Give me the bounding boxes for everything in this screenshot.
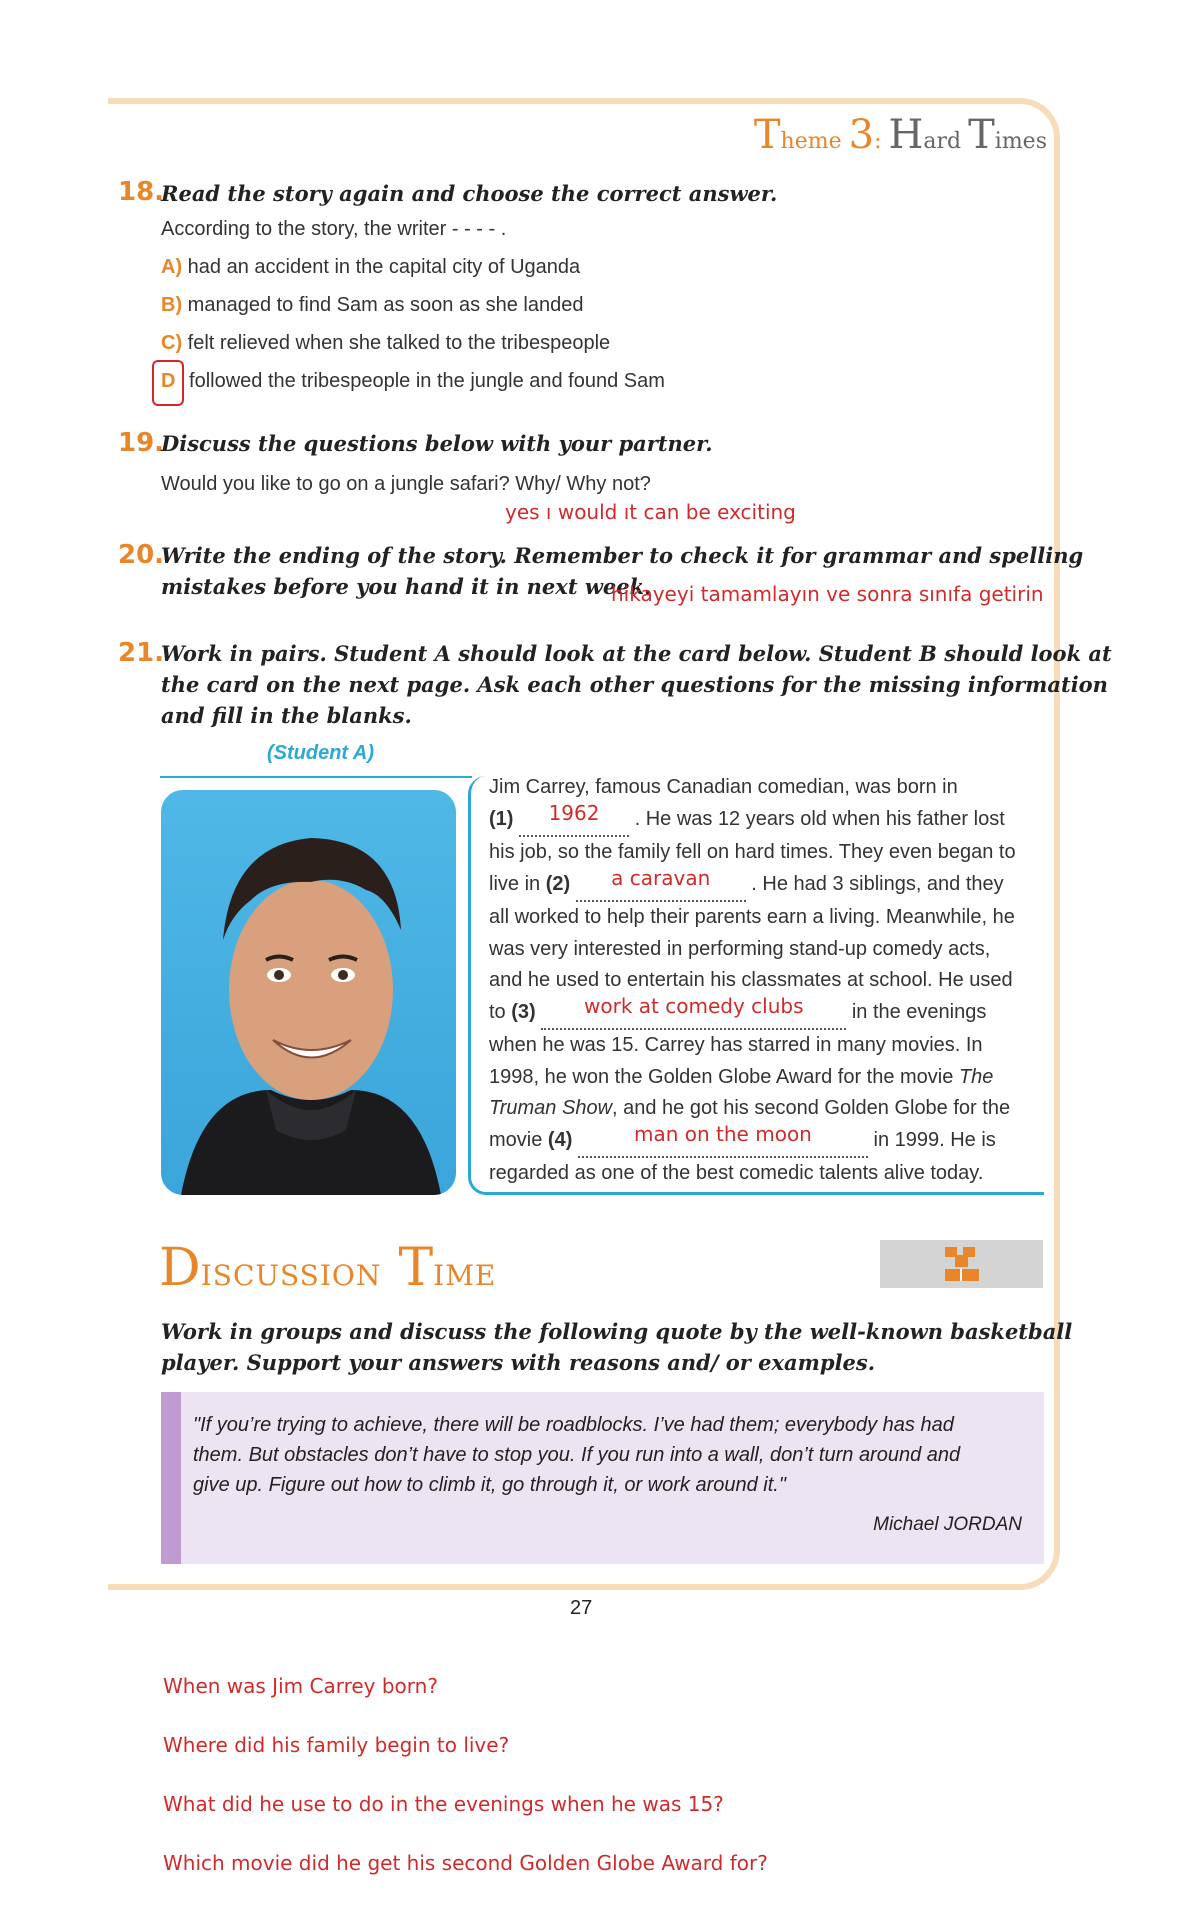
handwritten-question-3: What did he use to do in the evenings when he was 15? xyxy=(163,1792,724,1816)
bio-line xyxy=(489,865,1051,903)
theme-header xyxy=(754,112,1047,158)
discussion-heading xyxy=(159,1238,496,1298)
quote-line: them. But obstacles don’t have to stop you. If you run into a wall, don’t turn around and xyxy=(193,1444,961,1466)
q19-number: 19. xyxy=(118,428,165,458)
blank-3-answer: work at comedy clubs xyxy=(584,993,804,1018)
blank-number: (4) xyxy=(547,1128,573,1151)
q18-option-d[interactable] xyxy=(161,370,665,393)
bio-line xyxy=(489,1062,1051,1094)
q20-handwritten-note: hikayeyi tamamlayın ve sonra sınıfa getirin xyxy=(611,582,1044,606)
bio-line: Jim Carrey, famous Canadian comedian, was born in xyxy=(489,776,958,798)
q18-option-a[interactable] xyxy=(161,256,580,279)
q20-title-line2: mistakes before you hand it in next week. xyxy=(161,574,652,599)
q20-title-line1: Write the ending of the story. Remember to check it for grammar and spelling xyxy=(161,543,1084,568)
quote-box xyxy=(161,1392,1044,1564)
bio-line: his job, so the family fell on hard times. They even began to xyxy=(489,841,1016,863)
bio-line xyxy=(489,800,1051,838)
option-letter: C) xyxy=(161,332,183,354)
q19-title: Discuss the questions below with your partner. xyxy=(161,431,713,456)
bio-text-span: to xyxy=(489,1000,506,1023)
q20-number: 20. xyxy=(118,540,165,570)
blank-1[interactable] xyxy=(519,800,629,838)
q19-question: Would you like to go on a jungle safari? Why/ Why not? xyxy=(161,473,651,495)
option-text: followed the tribespeople in the jungle and found Sam xyxy=(189,370,665,392)
discussion-d-rest: ISCUSSION xyxy=(200,1259,382,1292)
bio-italic: The xyxy=(958,1065,994,1088)
times-rest: imes xyxy=(994,129,1047,154)
handwritten-question-4: Which movie did he get his second Golden Globe Award for? xyxy=(163,1851,768,1875)
bio-line: regarded as one of the best comedic talents alive today. xyxy=(489,1162,984,1184)
hard-rest: ard xyxy=(923,129,962,154)
q21-title-line2: the card on the next page. Ask each other questions for the missing information xyxy=(161,672,1108,697)
theme-cap: T xyxy=(753,112,781,158)
bio-line: was very interested in performing stand-up comedy acts, xyxy=(489,937,991,960)
option-letter: D xyxy=(161,370,176,392)
bio-text-span: . He was 12 years old when his father lost xyxy=(634,807,1005,830)
option-letter: B) xyxy=(161,294,183,316)
bio-line: all worked to help their parents earn a living. Meanwhile, he xyxy=(489,906,1015,928)
student-a-label: (Student A) xyxy=(267,742,375,764)
group-icon xyxy=(942,1245,982,1283)
discussion-instruction-line1: Work in groups and discuss the following quote by the well-known basketball xyxy=(161,1319,1073,1344)
option-text: managed to find Sam as soon as she landed xyxy=(187,294,584,316)
q18-option-b[interactable] xyxy=(161,294,584,317)
times-cap: T xyxy=(968,112,995,158)
option-text: had an accident in the capital city of Uganda xyxy=(187,256,581,278)
bio-text-span: , and he got his second Golden Globe for the xyxy=(612,1097,1011,1119)
answer-circle-mark xyxy=(152,360,184,406)
quote-author: Michael JORDAN xyxy=(873,1514,1022,1535)
blank-4-answer: man on the moon xyxy=(634,1121,812,1146)
bio-line: when he was 15. Carrey has starred in many movies. In xyxy=(489,1034,983,1056)
blank-2-answer: a caravan xyxy=(611,865,711,890)
page-number: 27 xyxy=(570,1597,593,1619)
bio-text-span: 1998, he won the Golden Globe Award for the movie xyxy=(489,1065,954,1088)
blank-number: (1) xyxy=(489,807,514,830)
card-divider xyxy=(160,776,472,778)
bio-text-span: . He had 3 siblings, and they xyxy=(751,872,1004,895)
quote-bar xyxy=(161,1392,181,1564)
blank-4[interactable] xyxy=(578,1121,868,1159)
discussion-t-rest: IME xyxy=(433,1259,497,1292)
discussion-t-cap: T xyxy=(398,1238,434,1298)
quote-line: "If you’re trying to achieve, there will be roadblocks. I’ve had them; everybody has had xyxy=(193,1414,954,1436)
bio-text-span: live in xyxy=(489,872,541,895)
quote-text xyxy=(193,1410,1023,1500)
q21-title-line3: and fill in the blanks. xyxy=(161,703,412,728)
discussion-icon-box xyxy=(880,1240,1043,1288)
handwritten-question-1: When was Jim Carrey born? xyxy=(163,1674,438,1698)
q18-number: 18. xyxy=(118,177,165,207)
q18-title: Read the story again and choose the correct answer. xyxy=(161,181,778,206)
handwritten-question-2: Where did his family begin to live? xyxy=(163,1733,510,1757)
discussion-d-cap: D xyxy=(159,1238,201,1298)
discussion-instruction-line2: player. Support your answers with reasons and/ or examples. xyxy=(161,1350,876,1375)
bio-text-span: in 1999. He is xyxy=(873,1128,996,1151)
theme-colon: : xyxy=(874,129,882,154)
bio-text-span: in the evenings xyxy=(851,1000,987,1023)
bio-line: and he used to entertain his classmates at school. He used xyxy=(489,969,1013,991)
blank-1-answer: 1962 xyxy=(548,800,600,825)
q18-option-c[interactable] xyxy=(161,332,610,355)
blank-3[interactable] xyxy=(541,993,846,1031)
bio-text-span: movie xyxy=(489,1128,543,1151)
portrait-photo xyxy=(161,790,456,1195)
q19-handwritten-answer: yes ı would ıt can be exciting xyxy=(505,500,796,524)
q18-stem: According to the story, the writer - - - - . xyxy=(161,218,507,240)
bio-italic: Truman Show xyxy=(489,1097,613,1119)
blank-2[interactable] xyxy=(576,865,746,903)
q21-number: 21. xyxy=(118,638,165,668)
option-letter: A) xyxy=(161,256,183,278)
option-text: felt relieved when she talked to the tribespeople xyxy=(187,332,611,354)
quote-line: give up. Figure out how to climb it, go through it, or work around it." xyxy=(193,1474,786,1496)
theme-rest: heme xyxy=(780,129,842,154)
hard-cap: H xyxy=(888,112,924,158)
theme-number: 3 xyxy=(848,112,875,158)
blank-number: (3) xyxy=(511,1000,536,1023)
bio-line xyxy=(489,993,1051,1031)
bio-line xyxy=(489,1121,1051,1159)
bio-text xyxy=(489,772,1051,1190)
blank-number: (2) xyxy=(545,872,571,895)
q21-title-line1: Work in pairs. Student A should look at the card below. Student B should look at xyxy=(161,641,1112,666)
